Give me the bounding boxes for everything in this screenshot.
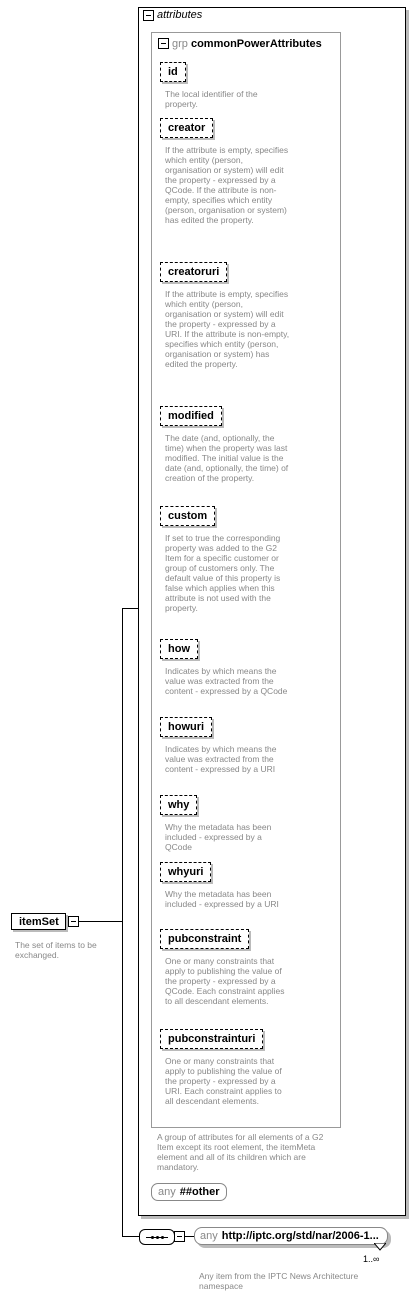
group-keyword: grp [172,38,188,50]
itemset-description: The set of items to be exchanged. [15,940,97,960]
attribute-pubconstrainturi[interactable]: pubconstrainturi [160,1029,263,1049]
group-collapse-icon[interactable] [158,38,169,49]
any-element-description: Any item from the IPTC News Architecture namespace [199,1271,359,1291]
attribute-desc: If the attribute is empty, specifies which entity (person, organisation or system) will edit the property - expressed by a URI. If the attribute is non-empty, specifies which entity (person, organisation or system) has edited the property. [165,289,290,369]
any-value: ##other [179,1186,220,1198]
attribute-how[interactable]: how [160,639,198,659]
attribute-desc: One or many constraints that apply to publishing the value of the property - expressed by a QCode. Each constraint applies to all descendant elements. [165,956,285,1006]
group-label [172,38,322,50]
attribute-desc: Why the metadata has been included - expressed by a URI [165,889,279,909]
attributes-collapse-icon[interactable] [143,10,154,21]
attribute-desc: If set to true the corresponding property was added to the G2 Item for a specific customer or group of customers only. The default value of this property is false which applies when this attribute is not used with the property. [165,533,281,613]
itemset-element[interactable]: itemSet [11,913,66,930]
connector-line [122,608,123,1236]
connector-line [122,1236,139,1237]
any-element[interactable] [194,1227,388,1245]
chevron-down-icon [374,1243,386,1251]
group-description: A group of attributes for all elements of a G2 Item except its root element, the itemMeta element and all of its children which are mandatory. [157,1132,324,1172]
attribute-custom[interactable]: custom [160,506,215,526]
itemset-collapse-icon[interactable] [68,916,79,927]
sequence-collapse-icon[interactable] [174,1231,185,1242]
attribute-desc: The local identifier of the property. [165,89,258,109]
any-keyword: any [158,1186,176,1198]
any-other-attribute[interactable] [151,1183,227,1201]
attribute-desc: One or many constraints that apply to publishing the value of the property - expressed by a URI. Each constraint applies to all descendant elements. [165,1056,282,1106]
group-name: commonPowerAttributes [190,38,322,50]
attribute-desc: If the attribute is empty, specifies which entity (person, organisation or system) will edit the property - expressed by a QCode. If the attribute is non-empty, specifies which entity (person, organisation or system) has edited the property. [165,145,289,225]
attribute-id[interactable]: id [160,62,186,82]
attribute-modified[interactable]: modified [160,406,222,426]
attribute-desc: Indicates by which means the value was extracted from the content - expressed by a URI [165,744,277,774]
cardinality-label: 1..∞ [363,1254,380,1264]
attribute-whyuri[interactable]: whyuri [160,862,211,882]
attribute-desc: The date (and, optionally, the time) when the property was last modified. The initial value is the date (and, optionally, the time) of creation of the property. [165,433,289,483]
attribute-creator[interactable]: creator [160,118,213,138]
attributes-title: attributes [157,9,203,21]
attribute-why[interactable]: why [160,795,197,815]
attribute-pubconstraint[interactable]: pubconstraint [160,929,249,949]
any-element-keyword: any [200,1230,218,1242]
sequence-compositor-icon[interactable] [139,1229,175,1245]
attribute-creatoruri[interactable]: creatoruri [160,262,227,282]
attribute-howuri[interactable]: howuri [160,717,212,737]
attribute-desc: Indicates by which means the value was extracted from the content - expressed by a QCode [165,666,288,696]
connector-line [122,608,139,609]
attribute-desc: Why the metadata has been included - expressed by a QCode [165,822,272,852]
any-element-namespace: http://iptc.org/std/nar/2006-1... [221,1230,379,1242]
